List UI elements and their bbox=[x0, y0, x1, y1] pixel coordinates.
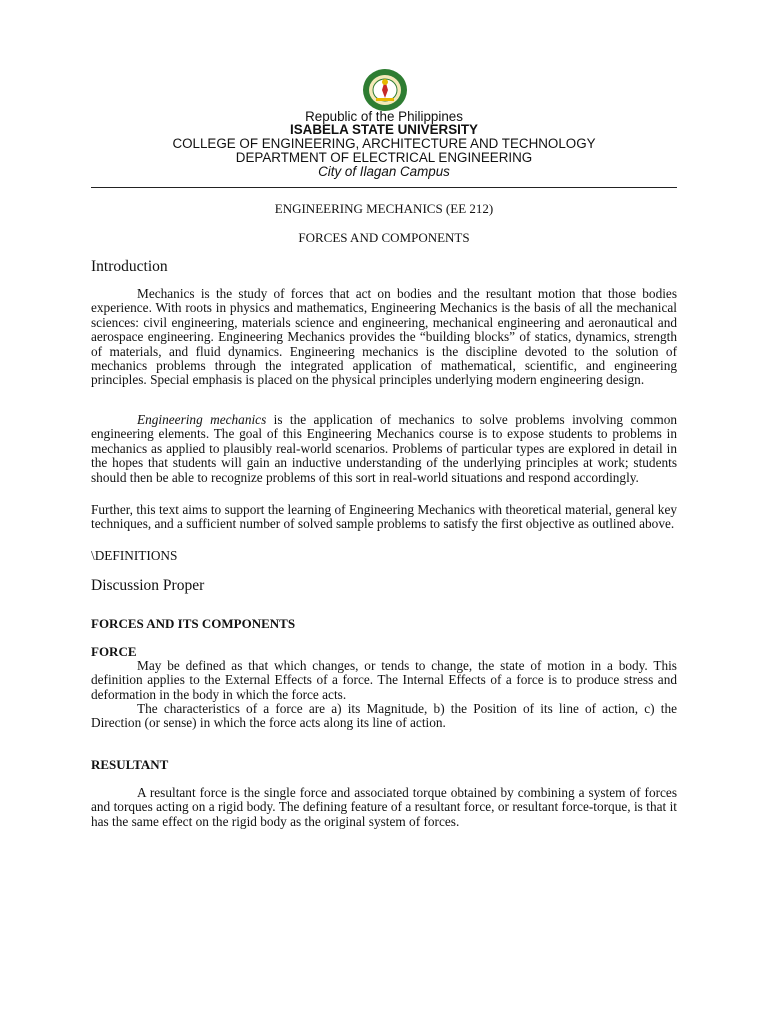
introduction-paragraph-1: Mechanics is the study of forces that act on bodies and the resultant motion that those bodies experience. With roots in physics and mathematics, Engineering Mechanics is the basis of all the mechanical sciences: civil engineering, materials science and engineering, mechanical engineering and aeronautical and aerospace engineering. Engineering Mechanics provides the “building blocks” of statics, dynamics, strength of materials, and fluid dynamics. Engineering mechanics is the discipline devoted to the solution of mechanics problems through the integrated application of mathematical, scientific, and engineering principles. Special emphasis is placed on the physical principles underlying modern engineering design. bbox=[91, 286, 677, 388]
resultant-heading: RESULTANT bbox=[91, 757, 169, 772]
forces-components-heading: FORCES AND ITS COMPONENTS bbox=[91, 616, 296, 631]
force-paragraph-1: May be defined as that which changes, or tends to change, the state of motion in a body. This definition applies to the External Effects of a force. The Internal Effects of a force is to produce stress and deformation in the body in which the force acts. bbox=[91, 658, 677, 702]
header-country: Republic of the Philippines bbox=[305, 109, 463, 124]
introduction-paragraph-3: Further, this text aims to support the learning of Engineering Mechanics with theoretical material, general key techniques, and a sufficient number of solved sample problems to satisfy the first objective as outlined above. bbox=[91, 502, 677, 532]
definitions-line: \DEFINITIONS bbox=[91, 548, 178, 563]
course-title: ENGINEERING MECHANICS (EE 212) bbox=[274, 201, 494, 216]
force-paragraph-2: The characteristics of a force are a) its Magnitude, b) the Position of its line of action, c) the Direction (or sense) in which the force acts along its line of action. bbox=[91, 701, 677, 731]
topic-title: FORCES AND COMPONENTS bbox=[298, 230, 470, 245]
header-divider bbox=[91, 187, 677, 188]
header-college: COLLEGE OF ENGINEERING, ARCHITECTURE AND TECHNOLOGY bbox=[172, 136, 596, 151]
introduction-paragraph-2 bbox=[91, 413, 677, 485]
resultant-paragraph: A resultant force is the single force and associated torque obtained by combining a system of forces and torques acting on a rigid body. The defining feature of a resultant force, or resultant force-torque, is that it has the same effect on the rigid body as the original system of forces. bbox=[91, 785, 677, 829]
introduction-heading: Introduction bbox=[91, 258, 168, 275]
discussion-heading: Discussion Proper bbox=[91, 577, 205, 594]
header-department: DEPARTMENT OF ELECTRICAL ENGINEERING bbox=[235, 150, 533, 165]
introduction-term: Engineering mechanics bbox=[137, 412, 267, 427]
introduction-paragraph-2-text: is the application of mechanics to solve problems involving common engineering elements. The goal of this Engineering Mechanics course is to expose students to problems in mechanics as applied to plausibly real-world scenarios. Problems of particular types are explored in detail in the hopes that students will gain an inductive understanding of the underlying principles at work; students should then be able to recognize problems of this sort in real-world situations and respond accordingly. bbox=[91, 412, 677, 485]
force-heading: FORCE bbox=[91, 644, 137, 659]
university-seal-icon bbox=[362, 68, 408, 112]
header-university: ISABELA STATE UNIVERSITY bbox=[290, 122, 478, 137]
header-campus: City of Ilagan Campus bbox=[318, 164, 450, 179]
